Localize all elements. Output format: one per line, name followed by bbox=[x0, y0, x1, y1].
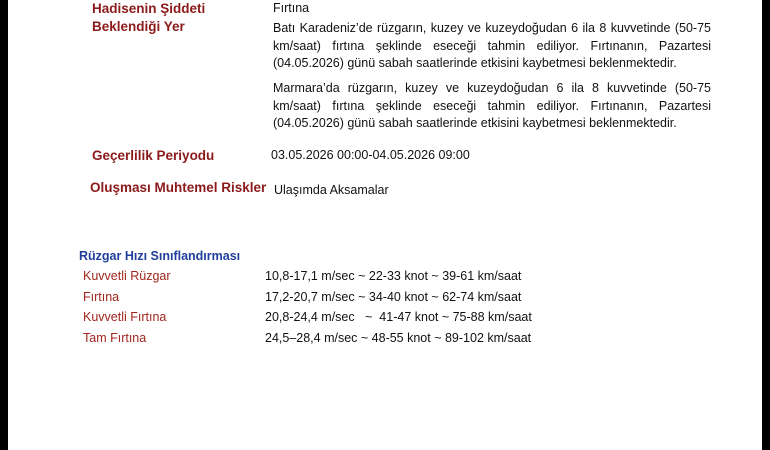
severity-label: Hadisenin Şiddeti bbox=[92, 1, 206, 16]
classification-name: Fırtına bbox=[83, 290, 120, 304]
classification-speed: 24,5–28,4 m/sec ~ 48-55 knot ~ 89-102 km/saat bbox=[265, 331, 532, 345]
location-label: Beklendiği Yer bbox=[92, 19, 185, 34]
classification-speed: 10,8-17,1 m/sec ~ 22-33 knot ~ 39-61 km/saat bbox=[265, 269, 522, 283]
location-paragraph-karadeniz: Batı Karadeniz’de rüzgarın, kuzey ve kuzeydoğudan 6 ila 8 kuvvetinde (50-75 km/saat) fırtına şeklinde eseceği tahmin ediliyor. Fırtınanın, Pazartesi (04.05.2026) günü sabah saatlerinde etkisini kaybetmesi beklenmektedir. bbox=[273, 21, 711, 70]
classification-speed: 20,8-24,4 m/sec ~ 41-47 knot ~ 75-88 km/saat bbox=[265, 310, 532, 324]
validity-label: Geçerlilik Periyodu bbox=[92, 148, 215, 163]
classification-name: Kuvvetli Rüzgar bbox=[83, 269, 171, 283]
classification-speed: 17,2-20,7 m/sec ~ 34-40 knot ~ 62-74 km/saat bbox=[265, 290, 522, 304]
classification-name: Tam Fırtına bbox=[83, 331, 147, 345]
risks-value: Ulaşımda Aksamalar bbox=[274, 183, 389, 197]
validity-value: 03.05.2026 00:00-04.05.2026 09:00 bbox=[271, 148, 470, 162]
severity-value: Fırtına bbox=[273, 1, 310, 15]
classification-row bbox=[8, 328, 762, 348]
classification-name: Kuvvetli Fırtına bbox=[83, 310, 167, 324]
classification-row bbox=[8, 266, 762, 286]
document-page bbox=[8, 0, 762, 450]
classification-row bbox=[8, 307, 762, 327]
classification-row bbox=[8, 287, 762, 307]
classification-title: Rüzgar Hızı Sınıflandırması bbox=[79, 249, 241, 263]
location-paragraph-marmara: Marmara’da rüzgarın, kuzey ve kuzeydoğudan 6 ila 8 kuvvetinde (50-75 km/saat) fırtına şeklinde eseceği tahmin ediliyor. Fırtınanın, Pazartesi (04.05.2026) günü sabah saatlerinde etkisini kaybetmesi beklenmektedir. bbox=[273, 81, 711, 130]
risks-label: Oluşması Muhtemel Riskler bbox=[90, 180, 267, 195]
